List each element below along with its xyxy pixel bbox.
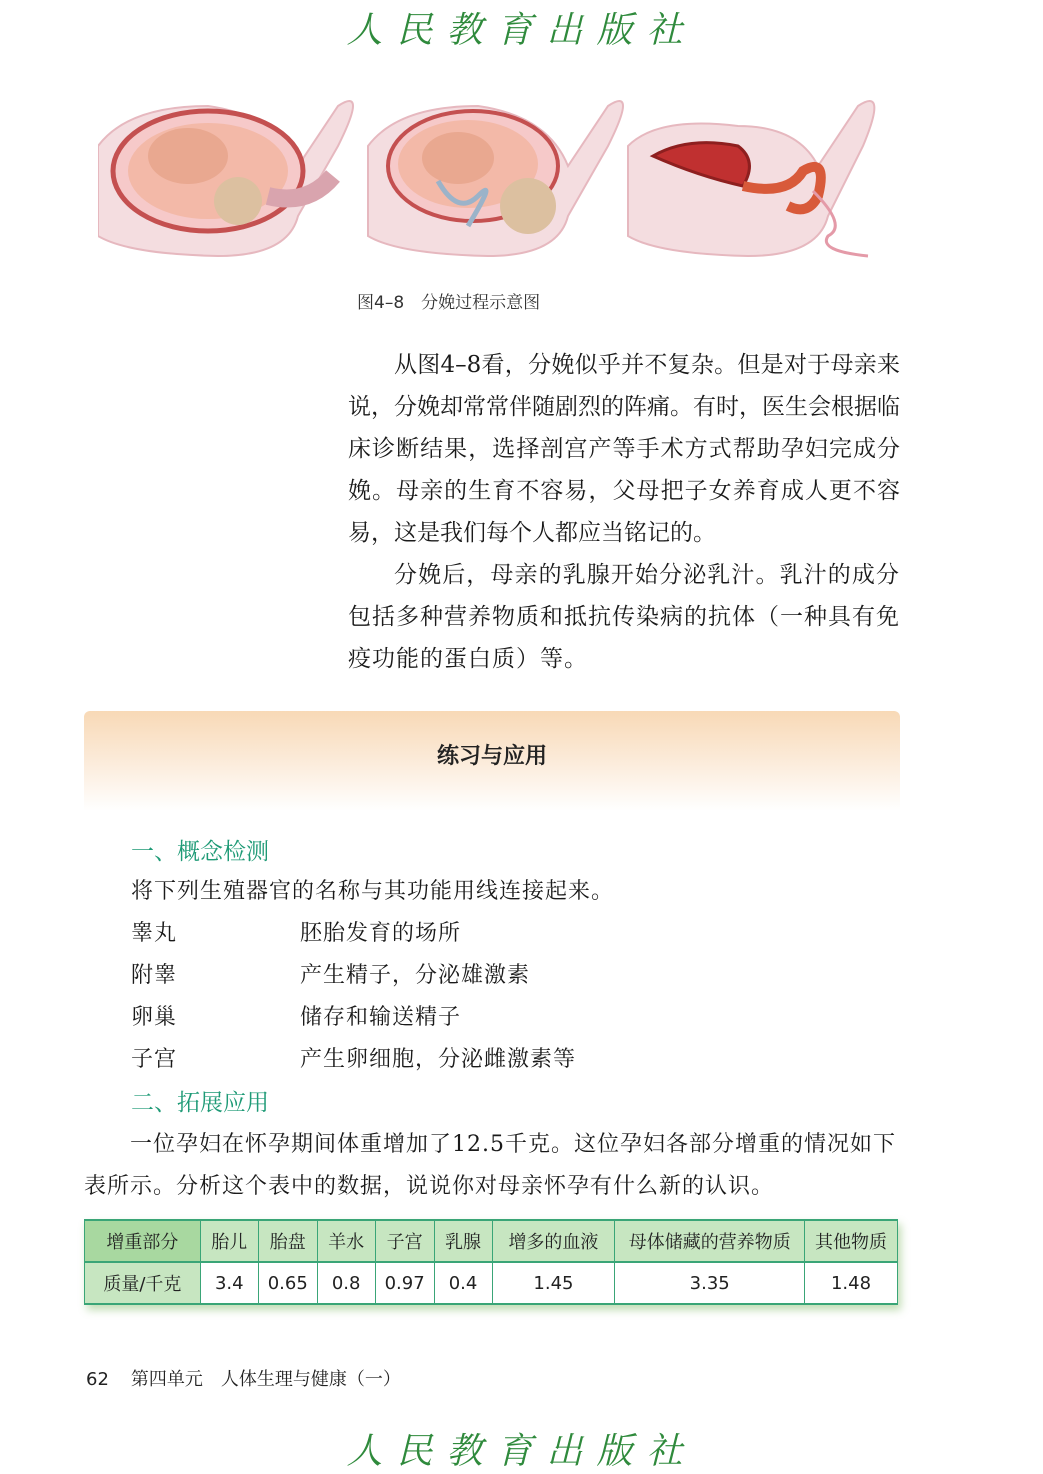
childbirth-figure bbox=[98, 86, 888, 264]
table-cell: 1.45 bbox=[492, 1262, 615, 1304]
figure-panel-3 bbox=[628, 101, 874, 256]
unit-title: 第四单元 人体生理与健康（一） bbox=[130, 1369, 401, 1390]
table-header-cell: 胎儿 bbox=[200, 1220, 258, 1262]
figure-panel-1 bbox=[98, 101, 353, 256]
table-cell: 0.97 bbox=[375, 1262, 434, 1304]
figure-caption: 图4–8 分娩过程示意图 bbox=[357, 293, 541, 313]
organ-label: 卵巢 bbox=[131, 1005, 178, 1030]
table-cell: 0.65 bbox=[258, 1262, 317, 1304]
table-header-cell: 羊水 bbox=[317, 1220, 375, 1262]
table-header-cell: 乳腺 bbox=[434, 1220, 492, 1262]
table-header-cell: 母体储藏的营养物质 bbox=[615, 1220, 805, 1262]
body-paragraph-1: 从图4–8看，分娩似乎并不复杂。但是对于母亲来说，分娩却常常伴随剧烈的阵痛。有时，医生会根据临床诊断结果，选择剖宫产等手术方式帮助孕妇完成分娩。母亲的生育不容易，父母把子女养育成人更不容易，这是我们每个人都应当铭记的。 bbox=[348, 352, 900, 546]
table-row bbox=[85, 1262, 898, 1304]
organ-label: 子宫 bbox=[131, 1047, 178, 1072]
publisher-logo-top: 人民教育出版社 bbox=[346, 10, 697, 51]
organ-label: 附睾 bbox=[131, 963, 178, 988]
page-footer bbox=[86, 1365, 401, 1391]
table-header-cell: 增多的血液 bbox=[492, 1220, 615, 1262]
table-cell: 0.8 bbox=[317, 1262, 375, 1304]
function-label: 储存和输送精子 bbox=[300, 1005, 462, 1030]
application-question: 一位孕妇在怀孕期间体重增加了12.5千克。这位孕妇各部分增重的情况如下表所示。分析这个表中的数据，说说你对母亲怀孕有什么新的认识。 bbox=[84, 1132, 896, 1199]
weight-gain-table bbox=[84, 1219, 898, 1305]
figure-panel-2 bbox=[368, 101, 623, 256]
table-cell: 0.4 bbox=[434, 1262, 492, 1304]
section-heading-extended-application: 二、拓展应用 bbox=[131, 1090, 269, 1116]
function-label: 产生卵细胞，分泌雌激素等 bbox=[300, 1047, 577, 1072]
table-cell: 3.4 bbox=[200, 1262, 258, 1304]
exercise-title: 练习与应用 bbox=[436, 744, 547, 769]
matching-instruction: 将下列生殖器官的名称与其功能用线连接起来。 bbox=[131, 879, 615, 904]
publisher-logo-bottom: 人民教育出版社 bbox=[346, 1431, 697, 1472]
table-cell: 质量/千克 bbox=[85, 1262, 201, 1304]
page-number: 62 bbox=[86, 1369, 109, 1390]
table-cell: 1.48 bbox=[805, 1262, 898, 1304]
function-label: 胚胎发育的场所 bbox=[300, 921, 462, 946]
organ-label: 睾丸 bbox=[131, 921, 178, 946]
body-paragraph-2: 分娩后，母亲的乳腺开始分泌乳汁。乳汁的成分包括多种营养物质和抵抗传染病的抗体（一种具有免疫功能的蛋白质）等。 bbox=[348, 562, 900, 672]
table-header-cell: 子宫 bbox=[375, 1220, 434, 1262]
table-header-row bbox=[85, 1220, 898, 1262]
section-heading-concept-check: 一、概念检测 bbox=[131, 839, 269, 865]
table-header-cell: 增重部分 bbox=[85, 1220, 201, 1262]
table-header-cell: 其他物质 bbox=[805, 1220, 898, 1262]
exercise-header-band bbox=[84, 711, 900, 811]
table-cell: 3.35 bbox=[615, 1262, 805, 1304]
function-label: 产生精子，分泌雄激素 bbox=[300, 963, 531, 988]
table-header-cell: 胎盘 bbox=[258, 1220, 317, 1262]
